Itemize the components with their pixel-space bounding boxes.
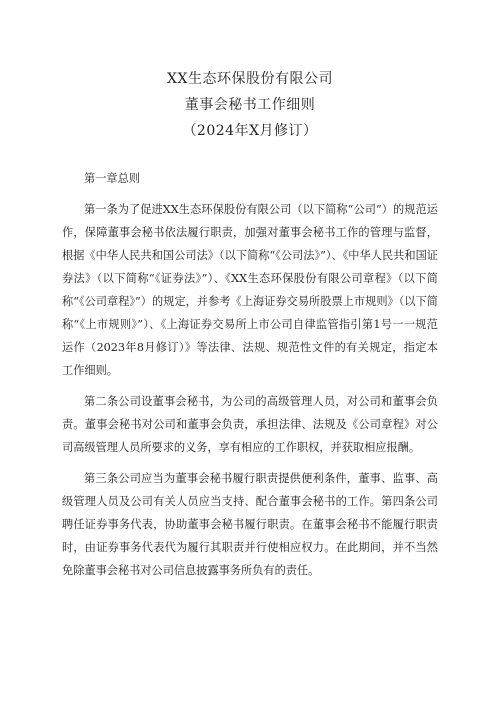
title-block bbox=[0, 66, 500, 144]
document-body bbox=[62, 168, 438, 590]
article-1: 第一条为了促进XX生态环保股份有限公司（以下简称“公司”）的规范运作，保障董事会秘书依法履行职责，加强对董事会秘书工作的管理与监督，根据《中华人民共和国公司法》（以下简称“《公司法》”）、《中华人民共和国证券法》（以下简称“《证券法》”）、《XX生态环保股份有限公司章程》（以下简称“《公司章程》”）的规定，并参考《上海证券交易所股票上市规则》（以下简称“《上市规则》”）、《上海证券交易所上市公司自律监管指引第1号一一规范运作（2023年8月修订）》等法律、法规、规范性文件的有关规定，指定本工作细则。 bbox=[62, 203, 438, 377]
chapter-heading: 第一章总则 bbox=[84, 172, 140, 185]
company-title: XX生态环保股份有限公司 bbox=[167, 71, 333, 87]
revision-note: （2024年X月修订） bbox=[182, 123, 318, 139]
article-3-4: 第三条公司应当为董事会秘书履行职责提供便利条件，董事、监事、高级管理人员及公司有关人员应当支持、配合董事会秘书的工作。第四条公司聘任证券事务代表，协助董事会秘书履行职责。在董事会秘书不能履行职责时，由证券事务代表代为履行其职责并行使相应权力。在此期间，并不当然免除董事会秘书对公司信息披露事务所负有的责任。 bbox=[62, 472, 438, 577]
article-2: 第二条公司设董事会秘书，为公司的高级管理人员，对公司和董事会负责。董事会秘书对公司和董事会负责，承担法律、法规及《公司章程》对公司高级管理人员所要求的义务，享有相应的工作职权，并获取相应报酬。 bbox=[62, 395, 438, 454]
document-title: 董事会秘书工作细则 bbox=[184, 97, 316, 113]
